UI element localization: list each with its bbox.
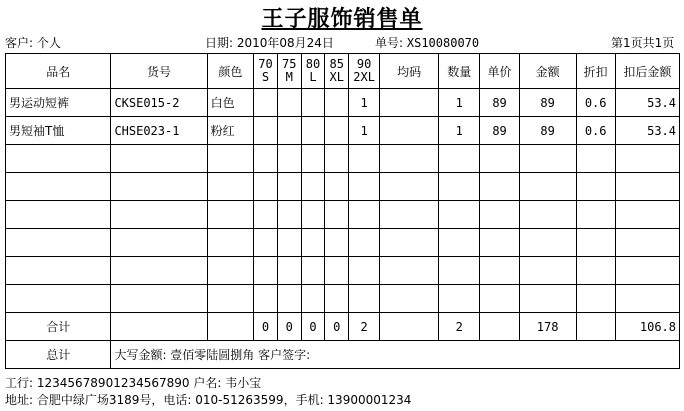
col-size-90-header: 90 2XL: [349, 54, 380, 89]
sales-table: [5, 53, 680, 369]
empty-row: [6, 173, 680, 201]
empty-row: [6, 285, 680, 313]
empty-row: [6, 257, 680, 285]
col-uniform-header: 均码: [380, 54, 439, 89]
total-row: [6, 341, 680, 369]
col-size-70-header: 70 S: [254, 54, 278, 89]
header-row: [6, 54, 680, 89]
col-name-header: 品名: [6, 54, 111, 89]
row-uniform: [380, 89, 439, 117]
row-code: CKSE015-2: [111, 89, 207, 117]
subtotal-label: 合计: [6, 313, 111, 341]
bank-info: 工行: 12345678901234567890 户名: 韦小宝: [5, 376, 262, 390]
row-discount: 0.6: [576, 117, 615, 145]
subtotal-qty: 2: [439, 313, 480, 341]
row-amount: 89: [519, 117, 576, 145]
document-title: 王子服饰销售单: [261, 6, 423, 32]
empty-row: [6, 229, 680, 257]
subtotal-size-75: 0: [277, 313, 301, 341]
col-size-80-header: 80 L: [301, 54, 325, 89]
row-size-85: [325, 89, 349, 117]
table-row: [6, 89, 680, 117]
row-net: 53.4: [615, 117, 679, 145]
row-price: 89: [480, 89, 519, 117]
row-color: 白色: [207, 89, 254, 117]
subtotal-size-70: 0: [254, 313, 278, 341]
row-color: 粉红: [207, 117, 254, 145]
row-size-70: [254, 89, 278, 117]
row-size-75: [277, 117, 301, 145]
row-size-90: 1: [349, 89, 380, 117]
col-net-header: 扣后金额: [615, 54, 679, 89]
row-size-85: [325, 117, 349, 145]
col-amount-header: 金额: [519, 54, 576, 89]
col-qty-header: 数量: [439, 54, 480, 89]
address-info: 地址: 合肥中绿广场3189号，电话: 010-51263599，手机: 13900001234: [5, 393, 412, 407]
col-price-header: 单价: [480, 54, 519, 89]
row-qty: 1: [439, 117, 480, 145]
col-size-85-header: 85 XL: [325, 54, 349, 89]
col-code-header: 货号: [111, 54, 207, 89]
table-row: [6, 117, 680, 145]
row-discount: 0.6: [576, 89, 615, 117]
date-label: 日期: 2010年08月24日: [205, 36, 334, 50]
row-name: 男运动短裤: [6, 89, 111, 117]
row-size-80: [301, 89, 325, 117]
col-size-75-header: 75 M: [277, 54, 301, 89]
row-uniform: [380, 117, 439, 145]
total-label: 总计: [6, 341, 111, 369]
row-net: 53.4: [615, 89, 679, 117]
order-number: [375, 34, 479, 51]
empty-row: [6, 145, 680, 173]
subtotal-net: 106.8: [615, 313, 679, 341]
subtotal-amount: 178: [519, 313, 576, 341]
row-price: 89: [480, 117, 519, 145]
row-size-80: [301, 117, 325, 145]
row-size-90: 1: [349, 117, 380, 145]
customer-label: 客户: 个人: [5, 36, 61, 50]
page-indicator: 第1页共1页: [611, 36, 675, 50]
row-code: CHSE023-1: [111, 117, 207, 145]
row-size-70: [254, 117, 278, 145]
empty-row: [6, 201, 680, 229]
col-discount-header: 折扣: [576, 54, 615, 89]
order-number-value: XS10080070: [406, 36, 480, 50]
col-color-header: 颜色: [207, 54, 254, 89]
row-name: 男短袖T恤: [6, 117, 111, 145]
row-size-75: [277, 89, 301, 117]
subtotal-size-90: 2: [349, 313, 380, 341]
subtotal-size-80: 0: [301, 313, 325, 341]
total-amount-in-words: 大写金额: 壹佰零陆圆捌角 客户签字:: [111, 341, 680, 369]
subtotal-row: [6, 313, 680, 341]
order-number-label: 单号:: [375, 36, 404, 50]
row-amount: 89: [519, 89, 576, 117]
subtotal-size-85: 0: [325, 313, 349, 341]
row-qty: 1: [439, 89, 480, 117]
